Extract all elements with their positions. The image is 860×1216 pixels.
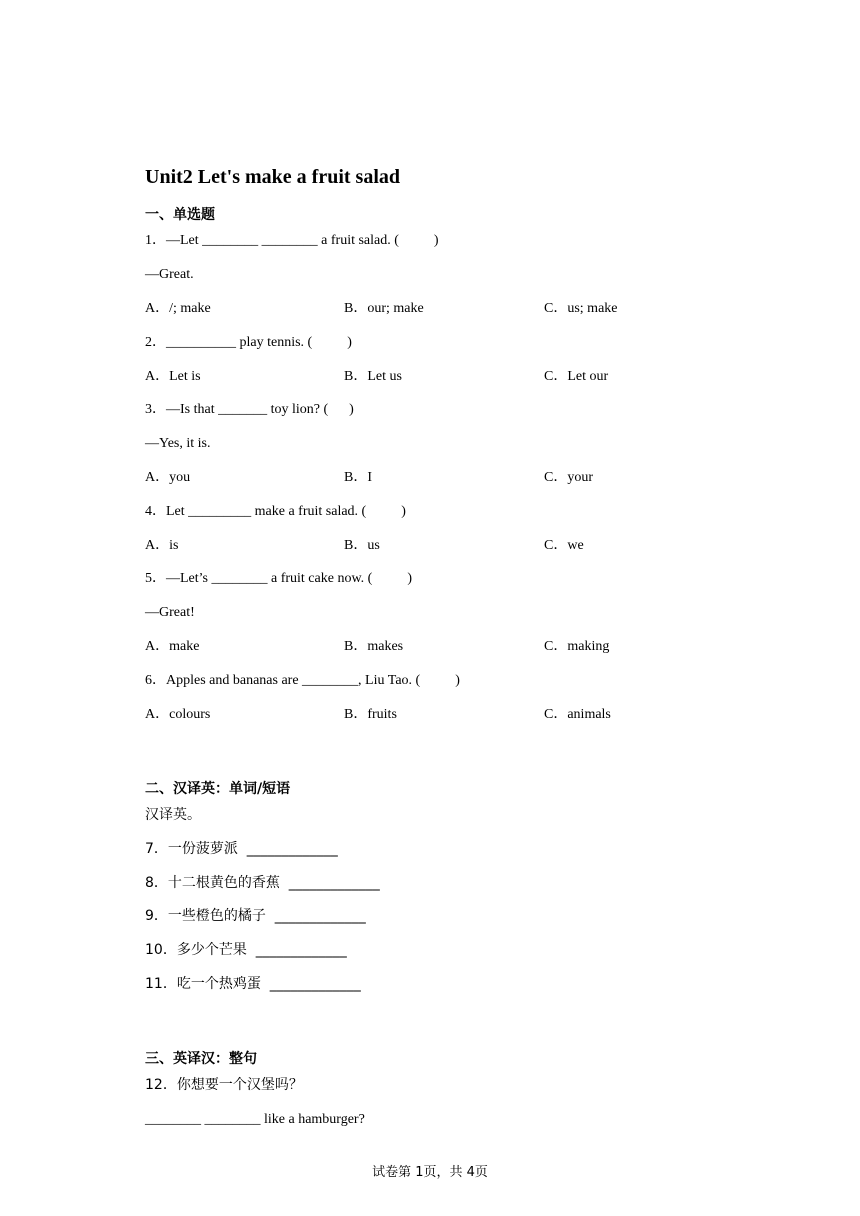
section-heading-english-to-chinese: 三、英译汉：整句 xyxy=(145,1051,257,1067)
question-2-option-c[interactable]: C．Let our xyxy=(544,369,609,384)
question-4-stem: 4．Let _________ make a fruit salad. ( ) xyxy=(145,504,406,519)
question-5-option-a[interactable]: A．make xyxy=(145,639,200,654)
question-1-option-a[interactable]: A．/; make xyxy=(145,301,211,316)
question-3-reply: —Yes, it is. xyxy=(145,436,211,451)
question-6-option-a[interactable]: A．colours xyxy=(145,707,211,722)
section-heading-chinese-to-english: 二、汉译英：单词/短语 xyxy=(145,781,291,797)
question-2-option-a[interactable]: A．Let is xyxy=(145,369,201,384)
page-title: Unit2 Let's make a fruit salad xyxy=(145,166,400,188)
question-6-option-b[interactable]: B．fruits xyxy=(344,707,397,722)
section-2-instruction: 汉译英。 xyxy=(145,807,201,823)
question-6-stem: 6．Apples and bananas are ________, Liu Tao. ( ) xyxy=(145,673,460,688)
question-6-option-c[interactable]: C．animals xyxy=(544,707,611,722)
question-7: 7．一份菠萝派 _____________ xyxy=(145,841,338,857)
question-5-option-c[interactable]: C．making xyxy=(544,639,610,654)
question-3-option-a[interactable]: A．you xyxy=(145,470,191,485)
section-heading-single-choice: 一、单选题 xyxy=(145,207,215,223)
question-3-option-c[interactable]: C．your xyxy=(544,470,593,485)
question-2-stem: 2．__________ play tennis. ( ) xyxy=(145,335,352,350)
question-3-stem: 3．—Is that _______ toy lion? ( ) xyxy=(145,402,354,417)
question-4-option-c[interactable]: C．we xyxy=(544,538,584,553)
question-1-stem: 1．—Let ________ ________ a fruit salad. ( ) xyxy=(145,233,439,248)
question-1-option-c[interactable]: C．us; make xyxy=(544,301,618,316)
question-2-option-b[interactable]: B．Let us xyxy=(344,369,402,384)
question-5-stem: 5．—Let’s ________ a fruit cake now. ( ) xyxy=(145,571,412,586)
question-9: 9．一些橙色的橘子 _____________ xyxy=(145,908,366,924)
question-5-reply: —Great! xyxy=(145,605,195,620)
question-10: 10．多少个芒果 _____________ xyxy=(145,942,347,958)
question-5-option-b[interactable]: B．makes xyxy=(344,639,404,654)
question-1-reply: —Great. xyxy=(145,267,194,282)
question-4-option-b[interactable]: B．us xyxy=(344,538,380,553)
question-12-prompt: 12．你想要一个汉堡吗？ xyxy=(145,1077,303,1093)
page-footer: 试卷第 1页，共 4页 xyxy=(372,1165,488,1180)
question-11: 11．吃一个热鸡蛋 _____________ xyxy=(145,976,361,992)
question-8: 8．十二根黄色的香蕉 _____________ xyxy=(145,875,380,891)
question-1-option-b[interactable]: B．our; make xyxy=(344,301,424,316)
question-12-answer-line: ________ ________ like a hamburger? xyxy=(145,1112,365,1127)
question-4-option-a[interactable]: A．is xyxy=(145,538,179,553)
question-3-option-b[interactable]: B．I xyxy=(344,470,372,485)
